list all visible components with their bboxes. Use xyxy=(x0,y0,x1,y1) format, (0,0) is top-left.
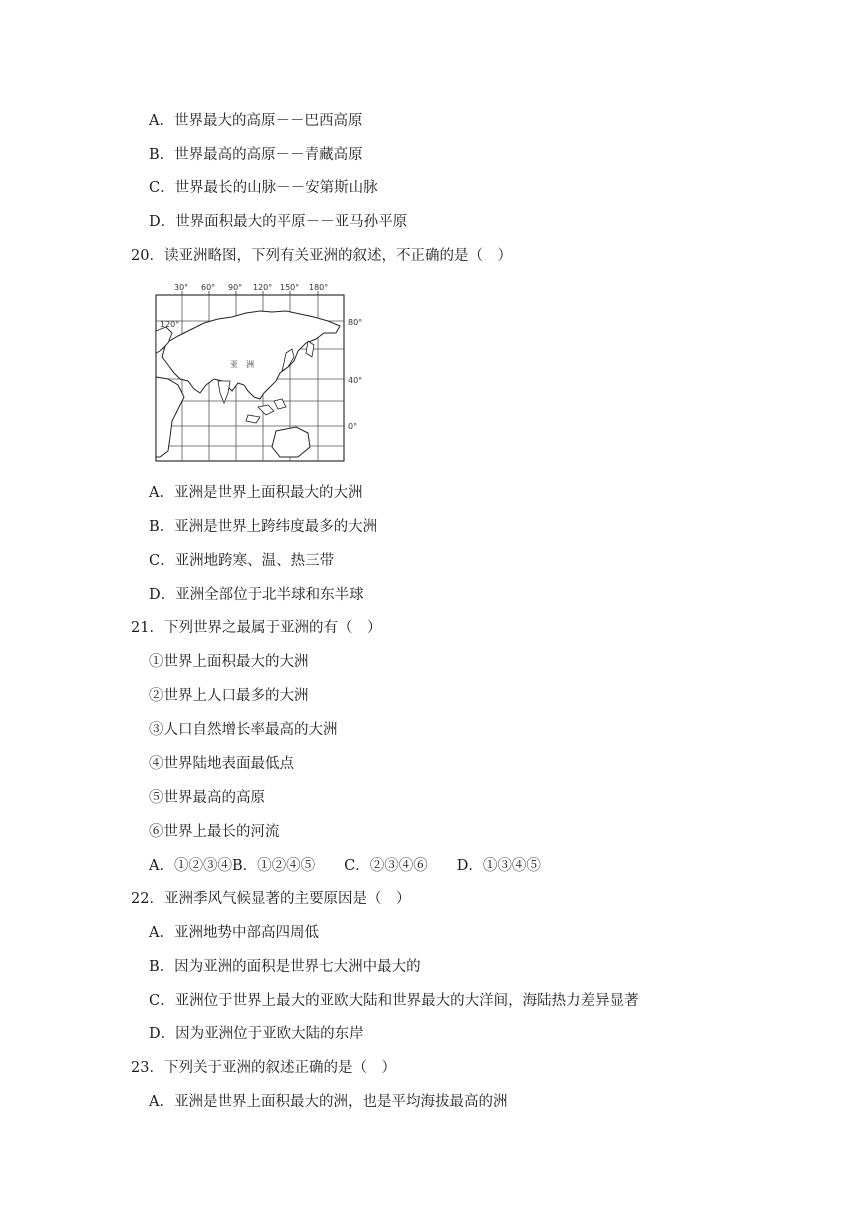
q21-item-2: ②世界上人口最多的大洲 xyxy=(149,688,309,704)
map-label-lon-30: 30° xyxy=(174,283,189,292)
q22-option-d: D．因为亚洲位于亚欧大陆的东岸 xyxy=(149,1026,364,1042)
map-label-lon-90: 90° xyxy=(228,283,243,292)
asia-map xyxy=(148,281,378,466)
map-label-lat-40: 40° xyxy=(348,376,363,385)
map-label-lat-0: 0° xyxy=(348,422,358,431)
q22-option-a: A．亚洲地势中部高四周低 xyxy=(149,925,319,941)
map-label-lat-80: 80° xyxy=(348,318,363,327)
q21-item-5: ⑤世界最高的高原 xyxy=(149,790,265,806)
q21-choices: A．①②③④B．①②④⑤ C．②③④⑥ D．①③④⑤ xyxy=(149,858,541,874)
q22-option-b: B．因为亚洲的面积是世界七大洲中最大的 xyxy=(149,959,421,975)
q22-option-c: C．亚洲位于世界上最大的亚欧大陆和世界最大的大洋间，海陆热力差异显著 xyxy=(149,993,639,1009)
q21-item-6: ⑥世界上最长的河流 xyxy=(149,824,280,840)
map-label-asia: 亚 洲 xyxy=(230,360,254,369)
q21-stem: 21．下列世界之最属于亚洲的有（ ） xyxy=(131,620,382,636)
q19-option-b: B．世界最高的高原－－青藏高原 xyxy=(149,147,363,163)
q19-option-d: D．世界面积最大的平原－－亚马孙平原 xyxy=(149,214,408,230)
q19-option-c: C．世界最长的山脉－－安第斯山脉 xyxy=(149,180,378,196)
q23-option-a: A．亚洲是世界上面积最大的洲，也是平均海拔最高的洲 xyxy=(149,1094,508,1110)
q20-stem: 20．读亚洲略图，下列有关亚洲的叙述，不正确的是（ ） xyxy=(131,248,512,264)
map-label-lon-60: 60° xyxy=(201,283,216,292)
q21-item-1: ①世界上面积最大的大洲 xyxy=(149,654,309,670)
q20-option-d: D．亚洲全部位于北半球和东半球 xyxy=(149,587,364,603)
map-label-left-120: 120° xyxy=(160,320,180,329)
map-label-lon-120: 120° xyxy=(253,283,273,292)
q20-option-c: C．亚洲地跨寒、温、热三带 xyxy=(149,553,335,569)
q20-option-a: A．亚洲是世界上面积最大的大洲 xyxy=(149,485,363,501)
q22-stem: 22．亚洲季风气候显著的主要原因是（ ） xyxy=(131,891,411,907)
q20-option-b: B．亚洲是世界上跨纬度最多的大洲 xyxy=(149,519,378,535)
q19-option-a: A．世界最大的高原－－巴西高原 xyxy=(149,113,363,129)
map-label-lon-180: 180° xyxy=(309,283,329,292)
q23-stem: 23．下列关于亚洲的叙述正确的是（ ） xyxy=(131,1060,396,1076)
q21-item-4: ④世界陆地表面最低点 xyxy=(149,756,294,772)
q21-item-3: ③人口自然增长率最高的大洲 xyxy=(149,722,338,738)
map-label-lon-150: 150° xyxy=(280,283,300,292)
